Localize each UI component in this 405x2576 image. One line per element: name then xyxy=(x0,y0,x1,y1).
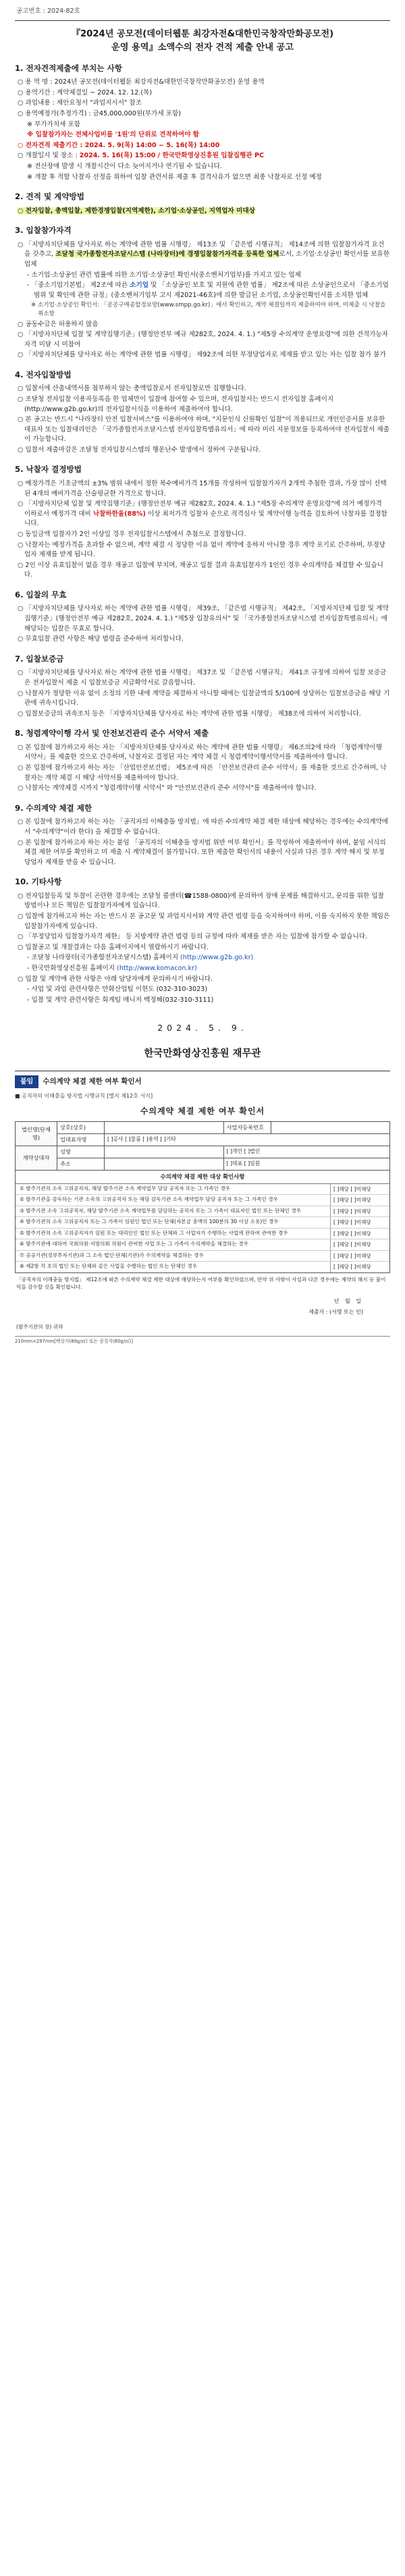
checklist-item-text: ⑦ 공공기관(정부투자기관)과 그 소속 법인·단체(기관)가 수의계약을 체결하는 경우 xyxy=(20,1252,204,1258)
checklist-item-checkbox[interactable]: [ ]해당 [ ]미해당 xyxy=(330,1184,389,1195)
deposit-3: ○ 입찰보증금의 귀속조치 등은 「지방자치단체를 당사자로 하는 계약에 관한 법률 시행령」 제38조에 의하여 처리합니다. xyxy=(18,709,361,718)
invalid-bid-1: ○ 「지방자치단체를 당사자로 하는 계약에 관한 법률 시행령」 제39조, 「같은법 시행규칙」 제42조, 「지방자치단체 입찰 및 계약집행기준」(행정안전부 예규 제282호, 2024. 4. 1.) "제5장 입찰유의서" 및 「국가종합전자조달시스템 전자입찰특별유의서」에 해당되는 입찰은 무효로 합니다. xyxy=(18,605,389,633)
checklist-row xyxy=(16,1251,389,1262)
contract-method xyxy=(15,207,390,217)
eligibility-note: ※ 소기업·소상공인 확인서: 「공공구매종합정보망(www.smpp.go.kr)」에서 확인하고, 계약 체결일까지 제출하여야 하며, 미제출 시 낙찰을 취소함 xyxy=(31,302,386,318)
restriction-checklist xyxy=(15,1171,390,1273)
counterparty-name-field[interactable] xyxy=(105,1146,224,1158)
eligibility-law-post: 및 「소상공인 보호 및 지원에 관한 법률」 제2조에 따른 소상공인으로서 「중소기업 범위 및 확인에 관한 규정」(중소벤처기업부 고시 제2021-46호)에 의한 발급된 소기업, 소상공인확인서를 소지한 업체 xyxy=(34,281,389,299)
contractor-info-table xyxy=(15,1121,390,1171)
eligibility-highlight: 조달청 국가종합전자조달시스템 (나라장터)에 경쟁입찰참가자격을 등록한 업체 xyxy=(55,250,279,259)
top-divider xyxy=(15,20,390,21)
checklist-item-checkbox[interactable]: [ ]해당 [ ]미해당 xyxy=(330,1251,389,1262)
joint-bid-rule: ○ 공동수급은 허용하지 않음 xyxy=(18,320,99,328)
contact-business: - 사업 및 과업 관련사항은 만화산업팀 이현도 (032-310-3023) xyxy=(27,986,208,994)
unit-note-text: ※ 입찰참가자는 전체사업비를 '1원'의 단위로 견적하여야 함 xyxy=(27,131,200,139)
section-9-heading: 9. 수의계약 체결 제한 xyxy=(15,803,92,813)
eligibility-post: 로서, 소기업·소상공인 확인서를 보유한 업체 xyxy=(24,250,390,269)
row-sub-trade-name: 상호(상호) xyxy=(57,1121,105,1133)
eligibility-main xyxy=(15,240,390,270)
misc-contact: ○ 입찰 및 계약에 관한 사항은 아래 담당자에게 문의하시기 바랍니다. xyxy=(18,975,213,983)
section-6-heading: 6. 입찰의 무효 xyxy=(15,589,67,599)
checklist-item-checkbox[interactable]: [ ]해당 [ ]미해당 xyxy=(330,1206,389,1217)
row-label-counterparty: 계약상대자 xyxy=(16,1146,57,1170)
contract-method-text: ○ 전자입찰, 총액입찰, 제한경쟁입찰(지역제한), 소기업·소상공인, 지역업자 미대상 xyxy=(18,207,255,215)
role-options[interactable]: [ ]대표 [ ]임원 xyxy=(223,1158,390,1170)
system-failure-note: ※ 전산장애 발생 시 개찰시간이 다소 늦어지거나 연기될 수 있습니다. xyxy=(27,162,222,170)
entity-type-options[interactable]: [ ]개인 [ ]법인 xyxy=(223,1146,390,1158)
checklist-item-text: ⑥ 발주기관에 대하여 국회의원·지방의회 의원이 관여한 사업 또는 그 가족이 수의계약을 체결하는 경우 xyxy=(20,1241,248,1247)
contract-type-options[interactable]: [ ]공사 [ ]물품 [ ]용역 [ ]기타 xyxy=(105,1133,390,1146)
integrity-1: ○ 본 입찰에 참가하고자 하는 자는 「지방자치단체를 당사자로 하는 계약에 관한 법률 시행령」 제6조의2에 따라 「청렴계약이행 서약서」를 제출한 것으로 간주하며, 낙찰자로 결정된 자는 계약 체결 시 청렴계약이행서약서를 제출하여야 합니다. xyxy=(18,743,382,761)
row-label-company: 법인명(단체명) xyxy=(16,1121,57,1146)
winner-selection-note: ※ 개찰 후 적합 낙찰자 선정을 위하여 입찰 관련서류 제출 후 결격사유가 없으면 최종 낙찰자로 선정 예정 xyxy=(27,173,322,181)
contact-contract: - 입찰 및 계약 관련사항은 회계팀 매니저 백정혜(032-310-3111) xyxy=(27,996,214,1004)
checklist-item-checkbox[interactable]: [ ]해당 [ ]미해당 xyxy=(330,1195,389,1206)
notice-date: 2024. 5. 9. xyxy=(157,1023,248,1034)
submission-period-text: ○ 전자견적 제출기간 : 2024. 5. 9(목) 14:00 ~ 5. 16(목) 14:00 xyxy=(18,141,220,149)
award-method-2-pre: ○ 「지방자치단체 입찰 및 계약집행기준」(행정안전부 예규 제282호, 2024. 4. 1.) "제5장 수의계약 운영요령"에 의거 예정가격 이하로서 예정가격 대비 xyxy=(18,500,382,518)
checklist-item-text: ⑤ 발주기관의 소속 고위공직자가 임원 또는 대리인인 법인 또는 단체와 그 사업자가 수행하는 사업에 관하여 관여한 경우 xyxy=(20,1229,288,1236)
section-10-heading: 10. 기타사항 xyxy=(15,877,62,887)
restriction-2: ○ 본 입찰에 참가하고자 하는 자는 붙임 「공직자의 이해충돌 방지법 위반 여부 확인서」를 작성하여 제출하여야 하며, 붙임 서식의 체결 제한 여부를 확인하고 미 제출 시 계약체결이 불가합니다. 또한 제출한 확인서의 내용이 사실과 다른 경우 계약 해지 및 부정당업자 제재를 받을 수 있습니다. xyxy=(18,838,386,866)
award-method-2 xyxy=(15,500,390,529)
document-title xyxy=(15,28,390,53)
bid-method-2: ○ 조달청 전자입찰 이용자등록을 한 업체만이 입찰에 참여할 수 있으며, 전자입찰서는 반드시 전자입찰 홈페이지(http://www.g2b.go.kr)의 전자입찰서식을 이용하여 제출하여야 합니다. xyxy=(18,396,334,413)
task-content: ○ 과업내용 : 제안요청서 "과업지시서" 참조 xyxy=(18,99,142,107)
misc-g2b xyxy=(15,953,390,963)
eligibility-small-biz: - 소기업·소상공인 관련 법률에 의한 소기업·소상공인 확인서(중소벤처기업부)를 가지고 있는 업체 xyxy=(27,271,301,279)
checklist-row xyxy=(16,1262,389,1272)
misc-3: ○ 「부정당업자 입찰참가자격 제한」 등 지방계약 관련 법령 등의 규정에 따라 제재를 받은 자는 입찰에 참가할 수 없습니다. xyxy=(18,933,368,941)
checklist-item-text: ① 발주기관의 소속 고위공직자, 해당 발주기관 소속 계약업무 담당 공직자 또는 그 가족인 경우 xyxy=(20,1185,231,1191)
submission-period xyxy=(15,141,390,151)
sanctioned-rule: ○ 「지방자치단체를 당사자로 하는 계약에 관한 법률 시행령」 제92조에 의한 부정당업자로 제재를 받고 있는 자는 입찰 참가 불가 xyxy=(18,351,386,359)
section-8-heading: 8. 청렴계약이행 각서 및 안전보건관리 준수 서약서 제출 xyxy=(15,728,209,739)
integrity-3: ○ 낙찰자는 계약체결 시까지 "청렴계약이행 서약서" 와 "안전보건관리 준수 서약서"를 제출하여야 합니다. xyxy=(18,784,317,793)
checklist-row xyxy=(16,1195,389,1206)
eligibility-law-highlight: 소기업 xyxy=(130,281,148,290)
form-addressee: (발주기관의 장) 귀하 xyxy=(16,1324,63,1331)
title-line-1: 『2024년 공모전(데이터웹툰 최강자전&대한민국창작만화공모전) xyxy=(71,29,334,40)
award-method-1: ○ 예정가격은 기초금액의 ±3% 범위 내에서 정한 복수예비가격 15개를 작성하여 입찰참가자가 2개씩 추첨한 결과, 가장 많이 선택된 4개의 예비가격을 산술평균한 가격으로 합니다. xyxy=(18,480,387,498)
row-sub-rep-name: 업대표자명 xyxy=(57,1133,105,1146)
form-bottom-divider xyxy=(15,1336,390,1337)
opening-datetime xyxy=(15,151,390,161)
deposit-2: ○ 낙찰자가 정당한 이유 없이 소정의 기한 내에 계약을 체결하지 아니할 때에는 입찰금액의 5/100에 상당하는 입찰보증금을 해당 기관에 귀속시킵니다. xyxy=(18,689,390,707)
checklist-item-checkbox[interactable]: [ ]해당 [ ]미해당 xyxy=(330,1239,389,1250)
paper-spec: 210mm×297mm[백상지(80g/㎡) 또는 중질지(80g/㎡)] xyxy=(15,1339,133,1345)
checklist-row xyxy=(16,1239,389,1251)
section-1-heading: 1. 전자견적제출에 부치는 사항 xyxy=(15,63,122,73)
issuing-organization: 한국만화영상진흥원 재무관 xyxy=(144,1048,261,1060)
misc-4: ○ 입찰공고 및 개찰결과는 다음 홈페이지에서 열람하시기 바랍니다. xyxy=(18,943,209,951)
checklist-item-text: ③ 발주기관 소속 고위공직자, 해당 발주기관 소속 계약업무를 담당하는 공직자 또는 그 가족이 대표자인 법인 또는 단체인 경우 xyxy=(20,1207,302,1214)
eligibility-pre: ○ 「지방자치단체를 당사자로 하는 계약에 관한 법률 시행령」 제13조 및 「같은법 시행규칙」 제14조에 의한 입찰참가자격 요건을 갖추고, xyxy=(18,240,385,259)
eligibility-small-biz-law xyxy=(15,281,390,300)
attachment-tag: 붙임 xyxy=(15,1075,38,1088)
estimated-price: ○ 용역예정가(추정가격) : 금45,000,000원(부가세 포함) xyxy=(18,110,181,118)
award-method-5: ○ 2인 이상 유효입찰이 없을 경우 재공고 입찰에 부치며, 재공고 입찰 결과 유효입찰자가 1인인 경우 수의계약을 체결할 수 있습니다. xyxy=(18,561,383,579)
address-field[interactable] xyxy=(105,1158,224,1170)
integrity-2: ○ 본 입찰에 참가하고자 하는 자는 「산업안전보건법」 제5조에 따른 「안전보건관리 준수 서약서」를 제출한 것으로 간주하며, 낙찰자는 계약 체결 시 해당 서약서를 제출하여야 합니다. xyxy=(18,764,387,782)
misc-1: ○ 전자입찰등록 및 투찰이 곤란한 경우에는 조달청 콜센터(☎1588-0800)에 문의하여 장애 문제를 해결하시고, 문의를 위한 입찰 방법이나 모든 책임은 입찰참가자에게 있습니다. xyxy=(18,892,384,910)
section-4-heading: 4. 전자입찰방법 xyxy=(15,369,72,379)
opening-value: 2024. 5. 16(목) 15:00 / 한국만화영상진흥원 입찰집행관 PC xyxy=(79,152,265,160)
g2b-label: - 조달청 나라장터(국가종합전자조달시스템) 홈페이지 xyxy=(27,954,181,962)
row-sub-biz-number: 사업자등록번호 xyxy=(223,1121,271,1133)
eligibility-law-pre: - 「중소기업기본법」 제2조에 따른 xyxy=(27,281,130,290)
row-sub-name: 성명 xyxy=(57,1146,105,1158)
confirmation-statement: 「공직자의 이해충돌 방지법」 제12조에 따른 수의계약 체결 제한 대상에 해당하는지 여부를 확인하였으며, 만약 위 사항이 사실과 다른 경우에는 계약의 해지 등 불이익을 감수할 것을 확인합니다. xyxy=(16,1276,386,1290)
section-5-heading: 5. 낙찰자 결정방법 xyxy=(15,464,82,475)
section-7-heading: 7. 입찰보증금 xyxy=(15,653,64,664)
title-line-2: 운영 용역』소액수의 전자 견적 제출 안내 공고 xyxy=(111,42,294,53)
komacon-label: - 한국만화영상진흥원 홈페이지 xyxy=(27,964,117,972)
checklist-row xyxy=(16,1184,389,1196)
trade-name-field[interactable] xyxy=(105,1121,224,1133)
award-method-2-post: 이상 최저가격 입찰자 순으로 적격심사 및 계약이행 능력을 검토하여 낙찰자를 결정합니다. xyxy=(24,510,387,528)
checklist-item-text: ⑧ 제2항 각 호의 법인 또는 단체와 같은 사업을 수행하는 법인 또는 단체인 경우 xyxy=(20,1263,198,1270)
checklist-caption: 수의계약 체결 제한 대상 확인사항 xyxy=(16,1171,389,1184)
checklist-item-checkbox[interactable]: [ ]해당 [ ]미해당 xyxy=(330,1229,389,1239)
biz-number-field[interactable] xyxy=(271,1121,390,1133)
attachment-header xyxy=(15,1071,390,1088)
award-method-4: ○ 낙찰자는 예정가격을 초과할 수 없으며, 계약 체결 시 정당한 이유 없이 계약에 응하지 아니할 경우 계약 포기로 간주하며, 부정당업자 제재를 받게 됩니다. xyxy=(18,541,386,559)
notice-number: 공고번호 : 2024-82호 xyxy=(16,7,80,15)
komacon-link[interactable]: (http://www.komacon.kr) xyxy=(117,964,197,972)
checklist-row xyxy=(16,1229,389,1240)
section-2-heading: 2. 견적 및 계약방법 xyxy=(15,192,84,202)
unit-note xyxy=(15,130,390,140)
attachment-title: 수의계약 체결 제한 여부 확인서 xyxy=(43,1077,142,1085)
g2b-link[interactable]: (http://www.g2b.go.kr) xyxy=(180,954,254,962)
checklist-row xyxy=(16,1217,389,1229)
form-law-note: ■ 공직자의 이해충돌 방지법 시행규칙 [별지 제12호 서식] xyxy=(15,1093,153,1100)
section-3-heading: 3. 입찰참가자격 xyxy=(15,225,72,236)
award-method-3: ○ 동일금액 입찰자가 2인 이상일 경우 전자입찰시스템에서 추첨으로 결정합니다. xyxy=(18,530,246,538)
checklist-item-text: ④ 발주기관의 소속 고위공직자 또는 그 가족이 임원인 법인 또는 단체(자본금 총액의 100분의 30 이상 소유)인 경우 xyxy=(20,1218,279,1225)
bid-method-1: ○ 입찰서에 산출내역서를 첨부하지 않는 총액입찰로서 전자입찰로만 집행합니다. xyxy=(18,385,246,393)
checklist-item-checkbox[interactable]: [ ]해당 [ ]미해당 xyxy=(330,1217,389,1228)
vat-note: ※ 부가가치세 포함 xyxy=(27,120,81,128)
private-contract-rule: ○ 「지방자치단체 입찰 및 계약집행기준」(행정안전부 예규 제282호, 2024. 4. 1.) "제5장 수의계약 운영요령"에 의한 견적가능자 자격 미달 시 미참여 xyxy=(18,331,389,348)
checklist-row xyxy=(16,1206,389,1218)
bid-method-3: ○ 본 공고는 반드시 "나라장터 안전 입찰서비스"를 이용하여야 하며, "지문인식 신원확인 입찰"이 적용되므로 개인인증서를 보유한 대표자 또는 입찰대리인은 「국가종합전자조달시스템 전자입찰특별유의서」에 따라 미리 지문정보를 등록하여야 전자입찰서 제출이 가능합니다. xyxy=(18,416,389,444)
form-signature-line[interactable]: 제출자 : (서명 또는 인) xyxy=(308,1309,363,1316)
invalid-bid-2: ○ 무효입찰 관련 사항은 해당 법령을 준수하여 처리합니다. xyxy=(18,635,184,643)
service-name: ○ 용 역 명 : 2024년 공모전(데이터웹툰 최강자전&대한민국창작만화공모전) 운영 용역 xyxy=(18,78,265,86)
bid-method-4: ○ 입찰서 제출마감은 조달청 전자입찰시스템의 행운난수 발생에서 정하여 구분됩니다. xyxy=(18,446,261,454)
misc-2: ○ 입찰에 참가하고자 하는 자는 반드시 본 공고문 및 과업지시서와 계약 관련 법령 등을 숙지하여야 하며, 이를 숙지하지 못한 책임은 입찰참가자에게 있습니다. xyxy=(18,913,390,930)
form-title: 수의계약 체결 제한 여부 확인서 xyxy=(140,1106,265,1116)
deposit-1: ○ 「지방자치단체를 당사자로 하는 계약에 관한 법률 시행령」 제37조 및 「같은법 시행규칙」 제41조 규정에 의하여 입찰 보증금은 전자입찰서 제출 시 입찰보증금 지급확약서로 갈음합니다. xyxy=(18,669,387,687)
row-sub-address: 주소 xyxy=(57,1158,105,1170)
misc-komacon xyxy=(15,964,390,974)
checklist-item-checkbox[interactable]: [ ]해당 [ ]미해당 xyxy=(330,1262,389,1272)
service-period: ○ 용역기간 : 계약체결일 ~ 2024. 12. 12.(목) xyxy=(18,88,153,97)
form-date-line: 년 월 일 xyxy=(333,1297,363,1304)
opening-label: ○ 개찰일시 및 장소 : xyxy=(18,152,80,160)
checklist-item-text: ② 발주기관을 감독하는 기관 소속의 고위공직자 또는 해당 감독기관 소속 계약업무 담당 공직자 또는 그 가족인 경우 xyxy=(20,1196,278,1203)
restriction-1: ○ 본 입찰에 참가하고자 하는 자는 「공직자의 이해충돌 방지법」에 따른 수의계약 체결 제한 대상에 해당하는 경우에는 수의계약에서 "수의계약"이라 한다) 을 체결할 수 없습니다. xyxy=(18,818,388,836)
award-lower-limit: 낙찰하한율(88%) xyxy=(92,510,146,518)
